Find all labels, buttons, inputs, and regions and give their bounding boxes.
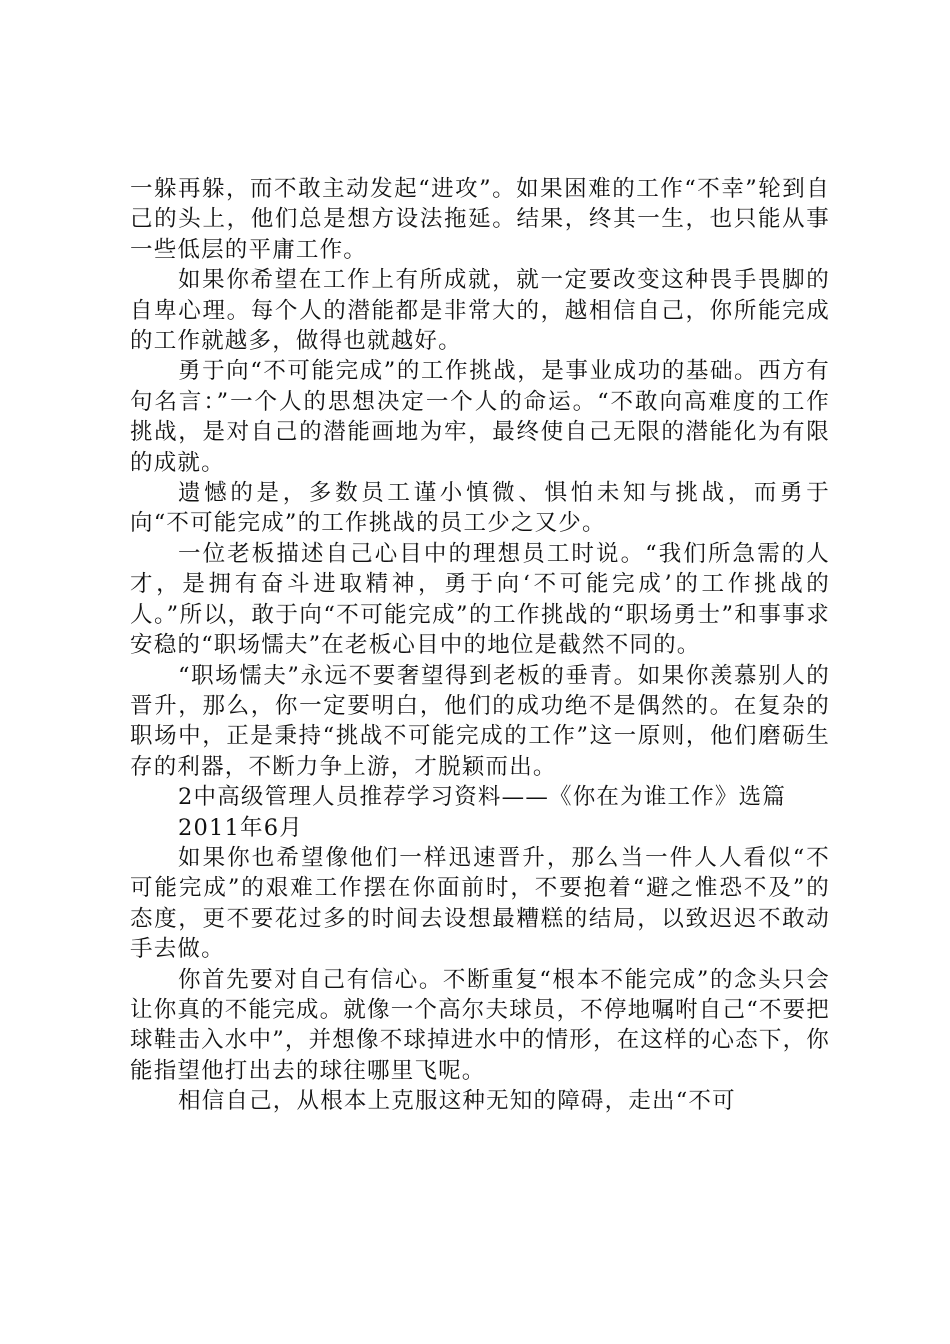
paragraph-9: 相信自己，从根本上克服这种无知的障碍，走出“不可 (178, 1088, 736, 1115)
date-line: 2011年6月 (178, 814, 303, 841)
paragraph-8: 你首先要对自己有信心。不断重复“根本不能完成”的念头只会让你真的不能完成。就像一个高尔夫球员，不停地嘱咐自己“不要把球鞋击入水中”，并想像不球掉进水中的情形，在这样的心态下，你能指望他打出去的球往哪里飞呢。 (130, 966, 831, 1084)
paragraph-1: 一躲再躲，而不敢主动发起“进攻”。如果困难的工作“不幸”轮到自己的头上，他们总是想方设法拖延。结果，终其一生，也只能从事一些低层的平庸工作。 (130, 176, 830, 263)
paragraph-5: 一位老板描述自己心目中的理想员工时说。“我们所急需的人才，是拥有奋斗进取精神，勇于向‘不可能完成’的工作挑战的人。”所以，敢于向“不可能完成”的工作挑战的“职场勇士”和事事求安稳的“职场懦夫”在老板心目中的地位是截然不同的。 (130, 540, 830, 659)
paragraph-6: “职场懦夫”永远不要奢望得到老板的垂青。如果你羡慕别人的晋升，那么，你一定要明白，他们的成功绝不是偶然的。在复杂的职场中，正是秉持“挑战不可能完成的工作”这一原则，他们磨砺生存的利器，不断力争上游，才脱颖而出。 (130, 662, 830, 780)
section-heading: 2中高级管理人员推荐学习资料——《你在为谁工作》选篇 (178, 784, 787, 811)
paragraph-2: 如果你希望在工作上有所成就，就一定要改变这种畏手畏脚的自卑心理。每个人的潜能都是非常大的，越相信自己，你所能完成的工作就越多，做得也就越好。 (130, 267, 830, 355)
paragraph-7: 如果你也希望像他们一样迅速晋升，那么当一件人人看似“不可能完成”的艰难工作摆在你面前时，不要抱着“避之惟恐不及”的态度，更不要花过多的时间去设想最糟糕的结局，以致迟迟不敢动手去做。 (130, 844, 830, 963)
paragraph-4: 遗憾的是，多数员工谨小慎微、惧怕未知与挑战，而勇于向“不可能完成”的工作挑战的员工少之又少。 (130, 480, 830, 537)
paragraph-3: 勇于向“不可能完成”的工作挑战，是事业成功的基础。西方有句名言：”一个人的思想决定一个人的命运。“不敢向高难度的工作挑战，是对自己的潜能画地为牢，最终使自己无限的潜能化为有限的成就。 (130, 358, 830, 476)
document-body (130, 174, 830, 1117)
